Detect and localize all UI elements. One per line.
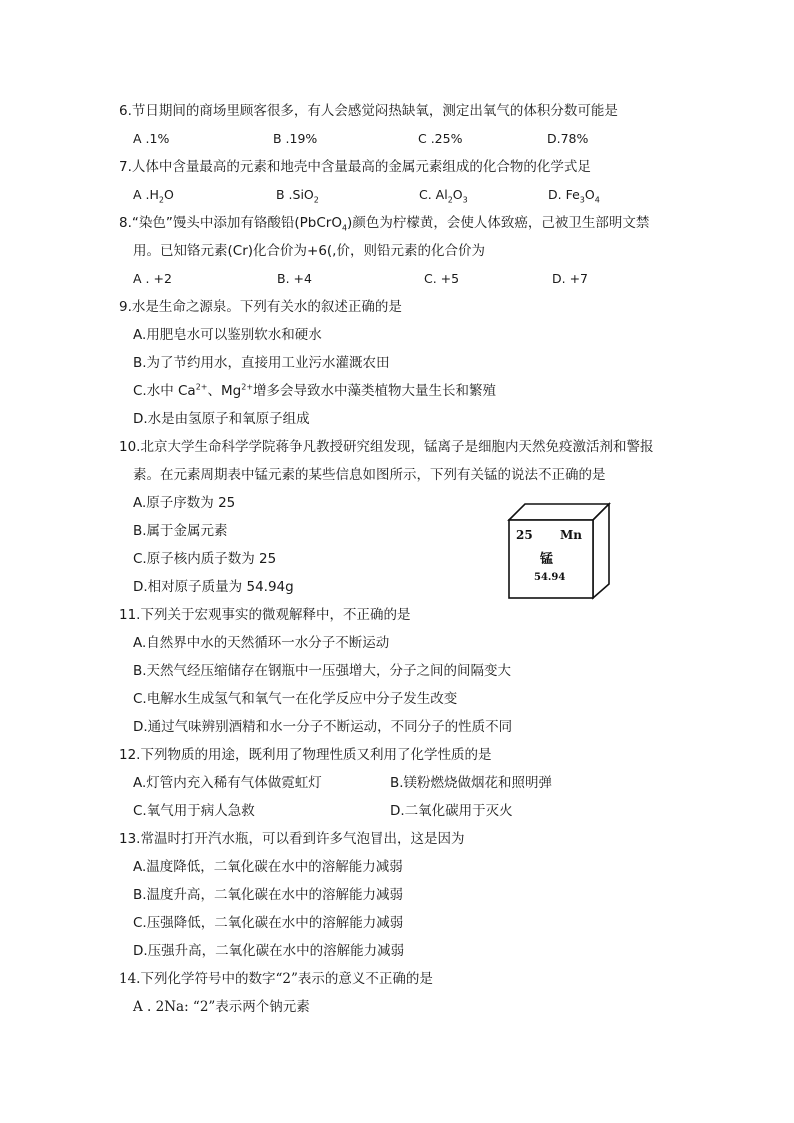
question-8-option-d: D. +7 xyxy=(552,271,588,286)
element-symbol: Mn xyxy=(560,528,583,542)
question-14-stem: 14.下列化学符号中的数字“2”表示的意义不正确的是 xyxy=(119,971,433,987)
question-10-stem-continued: 素。在元素周期表中锰元素的某些信息如图所示，下列有关锰的说法不正确的是 xyxy=(133,467,606,483)
question-8-stem: 8.“染色”馒头中添加有铬酸铅(PbCrO$_4$)颜色为柠檬黄，会使人体致癌，己被卫生部明文禁 xyxy=(119,215,650,233)
question-6-stem: 6.节日期间的商场里顾客很多，有人会感觉闷热缺氧，测定出氧气的体积分数可能是 xyxy=(119,103,618,119)
element-atomic-number: 25 xyxy=(516,528,533,542)
question-13-option-c: C.压强降低，二氧化碳在水中的溶解能力减弱 xyxy=(133,915,404,931)
question-11-option-d: D.通过气味辨别酒精和水一分子不断运动，不同分子的性质不同 xyxy=(133,719,513,735)
question-7-option-c: C. $Al_2O_3$ xyxy=(419,187,468,205)
question-8-option-b: B. +4 xyxy=(277,271,312,286)
question-12-option-b: B.镁粉燃烧做烟花和照明弹 xyxy=(390,775,553,791)
element-atomic-mass: 54.94 xyxy=(534,572,566,583)
question-9-option-a: A.用肥皂水可以鉴别软水和硬水 xyxy=(133,327,322,343)
question-9-option-b: B.为了节约用水，直接用工业污水灌溉农田 xyxy=(133,355,390,371)
question-12-option-a: A.灯管内充入稀有气体做霓虹灯 xyxy=(133,775,322,791)
question-12-stem: 12.下列物质的用途，既利用了物理性质又利用了化学性质的是 xyxy=(119,747,492,763)
question-8-stem-continued: 用。已知铬元素(Cr)化合价为+6(,价，则铅元素的化合价为 xyxy=(133,243,485,259)
question-8-option-a: A . +2 xyxy=(133,271,172,286)
question-9-option-c: C.水中 $Ca^{2+}$、$Mg^{2+}$增多会导致水中藻类植物大量生长和繁殖 xyxy=(133,382,497,399)
question-7-option-a: A $.H_2O$ xyxy=(133,187,174,205)
question-13-option-a: A.温度降低，二氧化碳在水中的溶解能力减弱 xyxy=(133,859,403,875)
question-11-option-c: C.电解水生成氢气和氧气一在化学反应中分子发生改变 xyxy=(133,691,458,707)
question-10-stem: 10.北京大学生命科学学院蒋争凡教授研究组发现，锰离子是细胞内天然免疫激活剂和警报 xyxy=(119,439,654,455)
question-9-option-d: D.水是由氢原子和氧原子组成 xyxy=(133,411,310,427)
question-6-option-b: B .19% xyxy=(273,131,318,146)
question-6-option-a: A .1% xyxy=(133,131,170,146)
question-11-option-b: B.天然气经压缩储存在钢瓶中一压强增大，分子之间的间隔变大 xyxy=(133,663,512,679)
question-8-option-c: C. +5 xyxy=(424,271,460,286)
element-name: 锰 xyxy=(540,552,554,567)
question-10-option-d: D.相对原子质量为 54.94g xyxy=(133,579,294,595)
element-cell-figure xyxy=(507,502,611,600)
question-7-stem: 7.人体中含量最高的元素和地壳中含量最高的金属元素组成的化合物的化学式足 xyxy=(119,159,591,175)
question-10-option-b: B.属于金属元素 xyxy=(133,523,228,539)
question-10-option-c: C.原子核内质子数为 25 xyxy=(133,551,277,567)
question-12-option-d: D.二氧化碳用于灭火 xyxy=(390,803,513,819)
question-13-stem: 13.常温时打开汽水瓶，可以看到许多气泡冒出，这是因为 xyxy=(119,831,465,847)
question-13-option-d: D.压强升高，二氧化碳在水中的溶解能力减弱 xyxy=(133,943,405,959)
question-10-option-a: A.原子序数为 25 xyxy=(133,495,236,511)
question-7-option-b: B .SiO$_2$ xyxy=(276,187,319,205)
question-13-option-b: B.温度升高，二氧化碳在水中的溶解能力减弱 xyxy=(133,887,404,903)
question-11-stem: 11.下列关于宏观事实的微观解释中，不正确的是 xyxy=(119,607,411,623)
question-7-option-d: D. $Fe_3O_4$ xyxy=(548,187,600,205)
question-6-option-d: D.78% xyxy=(547,131,589,146)
question-9-stem: 9.水是生命之源泉。下列有关水的叙述正确的是 xyxy=(119,299,402,315)
question-12-option-c: C.氧气用于病人急救 xyxy=(133,803,255,819)
question-6-option-c: C .25% xyxy=(418,131,463,146)
question-11-option-a: A.自然界中水的天然循环一水分子不断运动 xyxy=(133,635,390,651)
cube-outline xyxy=(507,502,611,600)
question-14-option-a: A . 2Na: “2”表示两个钠元素 xyxy=(133,999,310,1015)
